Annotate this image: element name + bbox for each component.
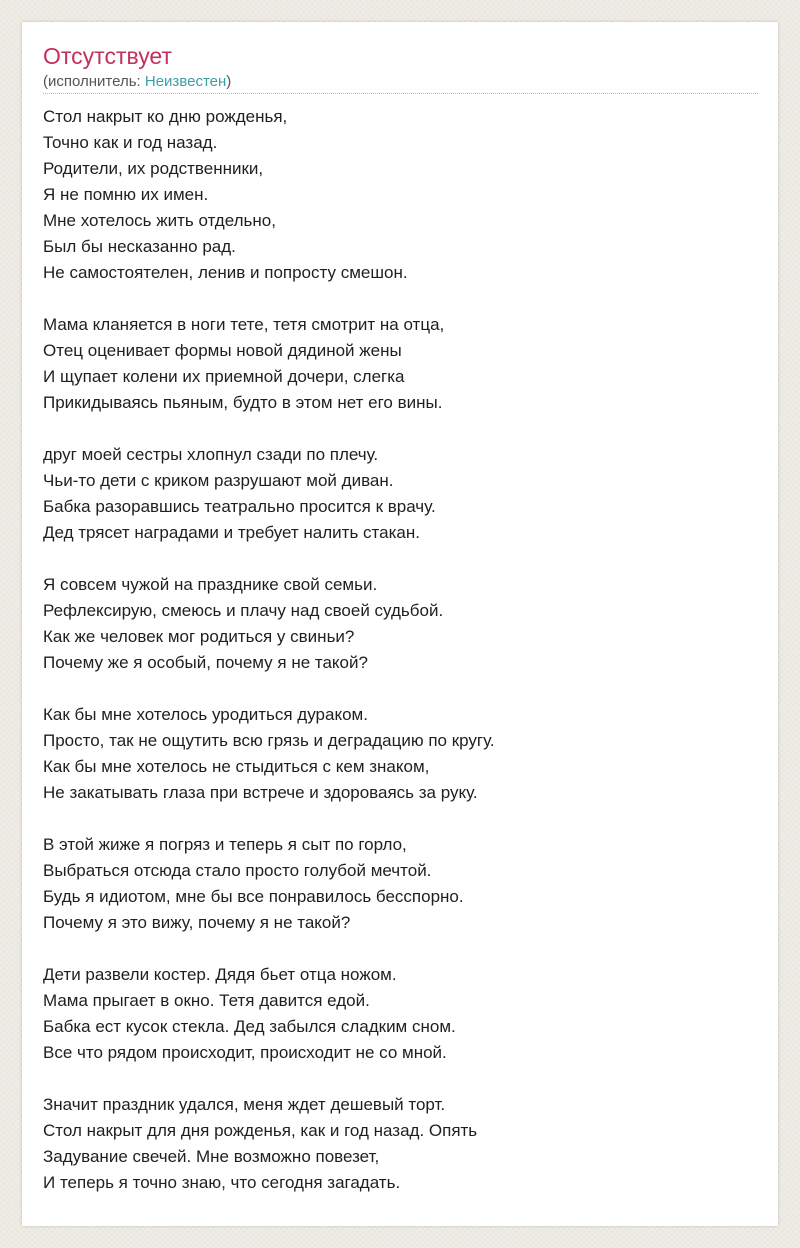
artist-line <box>43 72 231 92</box>
lyrics-line: Дети развели костер. Дядя бьет отца ножом. <box>43 965 397 984</box>
lyrics-line: Мне хотелось жить отдельно, <box>43 211 276 230</box>
song-title: Отсутствует <box>43 43 172 69</box>
lyrics-line: Значит праздник удался, меня ждет дешевый торт. <box>43 1095 446 1114</box>
lyrics-line: Как бы мне хотелось не стыдиться с кем знаком, <box>43 757 430 776</box>
lyrics-line: Дед трясет наградами и требует налить стакан. <box>43 523 420 542</box>
lyrics-line: Просто, так не ощутить всю грязь и деградацию по кругу. <box>43 731 495 750</box>
lyrics-line: В этой жиже я погряз и теперь я сыт по горло, <box>43 835 407 854</box>
artist-prefix: (исполнитель: <box>43 73 145 90</box>
lyrics-stanza <box>43 104 763 286</box>
lyrics-line: И щупает колени их приемной дочери, слегка <box>43 367 405 386</box>
lyrics-line: Прикидываясь пьяным, будто в этом нет его вины. <box>43 393 443 412</box>
artist-suffix: ) <box>226 73 232 90</box>
lyrics-line: Как бы мне хотелось уродиться дураком. <box>43 705 368 724</box>
lyrics-line: Точно как и год назад. <box>43 133 218 152</box>
lyrics-stanza <box>43 1092 763 1196</box>
lyrics-line: Рефлексирую, смеюсь и плачу над своей судьбой. <box>43 601 444 620</box>
lyrics-line: Все что рядом происходит, происходит не со мной. <box>43 1043 447 1062</box>
lyrics-line: Не закатывать глаза при встрече и здороваясь за руку. <box>43 783 478 802</box>
lyrics-stanza <box>43 442 763 546</box>
lyrics-body <box>43 104 763 1222</box>
lyrics-line: Задувание свечей. Мне возможно повезет, <box>43 1147 380 1166</box>
lyrics-stanza <box>43 312 763 416</box>
lyrics-card <box>22 22 778 1226</box>
lyrics-line: Стол накрыт ко дню рожденья, <box>43 107 288 126</box>
lyrics-line: Бабка ест кусок стекла. Дед забылся сладким сном. <box>43 1017 456 1036</box>
lyrics-line: Мама кланяется в ноги тете, тетя смотрит на отца, <box>43 315 445 334</box>
lyrics-line: Будь я идиотом, мне бы все понравилось бесспорно. <box>43 887 464 906</box>
lyrics-line: Мама прыгает в окно. Тетя давится едой. <box>43 991 370 1010</box>
artist-link[interactable]: Неизвестен <box>144 73 227 90</box>
lyrics-line: Родители, их родственники, <box>43 159 264 178</box>
lyrics-stanza <box>43 962 763 1066</box>
lyrics-line: Как же человек мог родиться у свиньи? <box>43 627 355 646</box>
title-divider <box>43 93 758 94</box>
lyrics-line: Выбраться отсюда стало просто голубой мечтой. <box>43 861 432 880</box>
lyrics-line: Отец оценивает формы новой дядиной жены <box>43 341 402 360</box>
lyrics-line: Не самостоятелен, ленив и попросту смешон. <box>43 263 408 282</box>
lyrics-line: Чьи-то дети с криком разрушают мой диван. <box>43 471 394 490</box>
lyrics-line: Я совсем чужой на празднике свой семьи. <box>43 575 378 594</box>
lyrics-line: Я не помню их имен. <box>43 185 209 204</box>
lyrics-line: Почему же я особый, почему я не такой? <box>43 653 368 672</box>
lyrics-line: друг моей сестры хлопнул сзади по плечу. <box>43 445 379 464</box>
lyrics-stanza <box>43 572 763 676</box>
lyrics-line: Бабка разоравшись театрально просится к врачу. <box>43 497 436 516</box>
lyrics-line: И теперь я точно знаю, что сегодня загадать. <box>43 1173 401 1192</box>
lyrics-line: Был бы несказанно рад. <box>43 237 236 256</box>
lyrics-line: Почему я это вижу, почему я не такой? <box>43 913 351 932</box>
lyrics-stanza <box>43 702 763 806</box>
lyrics-line: Стол накрыт для дня рожденья, как и год назад. Опять <box>43 1121 478 1140</box>
lyrics-stanza <box>43 832 763 936</box>
